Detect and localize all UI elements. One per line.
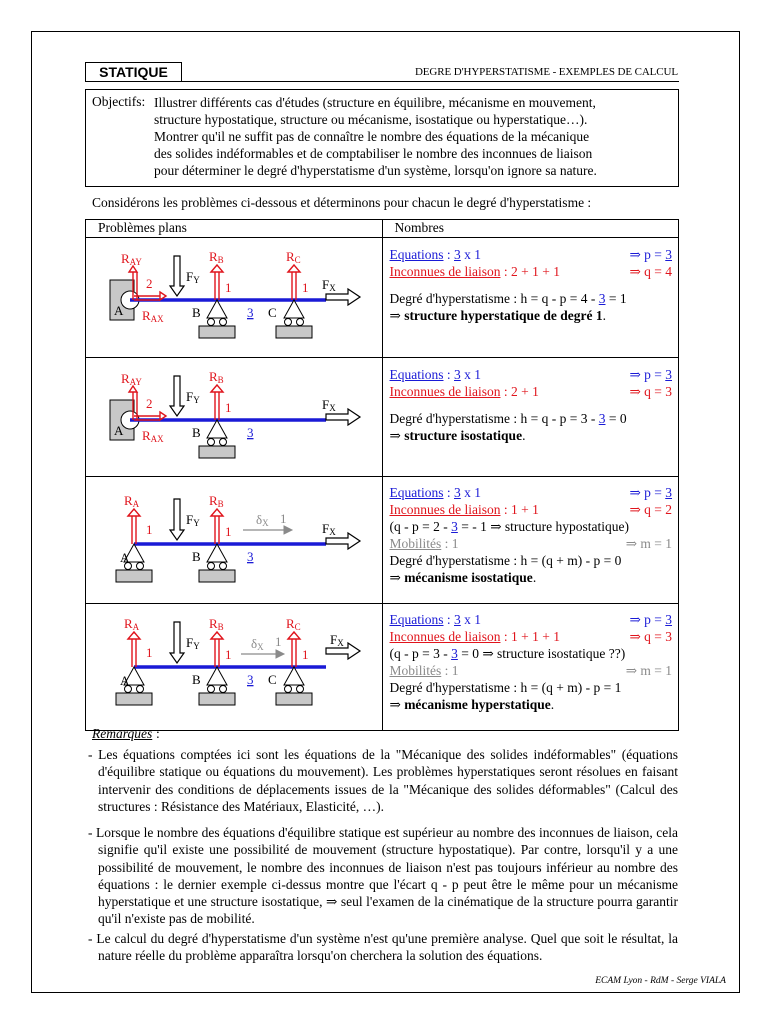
diagram-3 bbox=[86, 477, 384, 599]
degree-line: Degré d'hyperstatisme : h = q - p = 3 - 3 = 0 bbox=[389, 411, 627, 426]
svg-text:A: A bbox=[114, 423, 124, 438]
diagram-4 bbox=[86, 604, 384, 726]
table-row bbox=[86, 604, 679, 731]
numbers-cell-4 bbox=[382, 604, 679, 731]
numbers-cell-2 bbox=[382, 358, 679, 477]
objective-line: des solides indéformables et de comptabiliser le nombre des inconnues de liaison bbox=[154, 146, 593, 161]
objective-line: Montrer qu'il ne suffit pas de connaître le nombre des équations de la mécanique bbox=[154, 129, 590, 144]
col-header-problems: Problèmes plans bbox=[86, 220, 383, 238]
diagram-cell-4 bbox=[86, 604, 383, 731]
svg-text:FX: FX bbox=[322, 521, 336, 537]
document-subtitle: DEGRE D'HYPERSTATISME - EXEMPLES DE CALCUL bbox=[414, 66, 678, 78]
svg-text:1: 1 bbox=[275, 634, 282, 649]
svg-text:1: 1 bbox=[225, 400, 232, 415]
svg-text:FY: FY bbox=[186, 635, 200, 651]
svg-text:FX: FX bbox=[322, 277, 336, 293]
inconnues-line: Inconnues de liaison : 1 + 1 ⇒ q = 2 bbox=[389, 502, 672, 517]
svg-text:RAX: RAX bbox=[142, 428, 164, 444]
svg-text:A: A bbox=[120, 550, 130, 565]
equations-line: Equations : 3 x 1 ⇒ p = 3 bbox=[389, 367, 672, 382]
remarks-heading-suffix: : bbox=[156, 726, 160, 741]
svg-text:B: B bbox=[192, 549, 201, 564]
svg-text:FX: FX bbox=[322, 397, 336, 413]
problems-table bbox=[85, 219, 679, 731]
remark-item-2: - Lorsque le nombre des équations d'équilibre statique est supérieur au nombre des inconnues de liaison, cela signifie qu'il existe une possibilité de mouvement (structure hypostatique). Par contre, lorsqu'il y a une possibilité de mouvement, le nombre des inconnues de liaison n'est pas toujours inférieur au nombre des équations : le dernier exemple ci-dessus montre que l'écart q - p peut être le même pour un mécanisme hyperstatique et une structure isostatique, ⇒ seul l'examen de la cinématique de la structure pourra garantir qu'il n'existe pas de mobilité. bbox=[88, 825, 678, 927]
conclusion-line: ⇒ mécanisme isostatique. bbox=[389, 570, 537, 585]
degree-line: Degré d'hyperstatisme : h = q - p = 4 - 3 = 1 bbox=[389, 291, 627, 306]
roller-support-icon bbox=[199, 300, 235, 338]
svg-text:FY: FY bbox=[186, 269, 200, 285]
col-header-numbers: Nombres bbox=[382, 220, 679, 238]
roller-support-icon bbox=[276, 667, 312, 705]
conclusion-line: ⇒ structure isostatique. bbox=[389, 428, 526, 443]
svg-text:1: 1 bbox=[146, 522, 153, 537]
svg-text:3: 3 bbox=[247, 425, 254, 440]
svg-text:3: 3 bbox=[247, 305, 254, 320]
svg-text:A: A bbox=[114, 303, 124, 318]
diagram-1 bbox=[86, 238, 384, 353]
svg-text:FX: FX bbox=[330, 632, 344, 648]
svg-text:C: C bbox=[268, 305, 277, 320]
degree-line: Degré d'hyperstatisme : h = (q + m) - p = 1 bbox=[389, 680, 622, 695]
table-row bbox=[86, 238, 679, 358]
equations-line: Equations : 3 x 1 ⇒ p = 3 bbox=[389, 247, 672, 262]
mobilites-line: Mobilités : 1 ⇒ m = 1 bbox=[389, 536, 672, 551]
inconnues-line: Inconnues de liaison : 2 + 1 ⇒ q = 3 bbox=[389, 384, 672, 399]
degree-line: Degré d'hyperstatisme : h = (q + m) - p = 0 bbox=[389, 553, 622, 568]
equations-line: Equations : 3 x 1 ⇒ p = 3 bbox=[389, 485, 672, 500]
svg-text:RAX: RAX bbox=[142, 308, 164, 324]
roller-support-icon bbox=[199, 420, 235, 458]
numbers-cell-1 bbox=[382, 238, 679, 358]
document-title: STATIQUE bbox=[85, 62, 182, 82]
svg-text:RB: RB bbox=[209, 493, 224, 509]
svg-text:RAY: RAY bbox=[121, 251, 142, 267]
inconnues-line: Inconnues de liaison : 1 + 1 + 1 ⇒ q = 3 bbox=[389, 629, 672, 644]
svg-text:δX: δX bbox=[256, 512, 269, 528]
table-row bbox=[86, 477, 679, 604]
roller-support-icon bbox=[199, 667, 235, 705]
diagram-cell-3 bbox=[86, 477, 383, 604]
svg-text:1: 1 bbox=[302, 280, 309, 295]
svg-text:1: 1 bbox=[302, 647, 309, 662]
svg-text:RC: RC bbox=[286, 616, 301, 632]
svg-text:2: 2 bbox=[146, 396, 153, 411]
check-line: (q - p = 2 - 3 = - 1 ⇒ structure hypostatique) bbox=[389, 519, 629, 534]
roller-support-icon bbox=[199, 544, 235, 582]
svg-text:RA: RA bbox=[124, 493, 140, 509]
reaction-arrow-icon bbox=[129, 265, 300, 300]
remarks-heading: Remarques bbox=[92, 726, 153, 741]
remark-item-3: - Le calcul du degré d'hyperstatisme d'un système n'est qu'une première analyse. Quel que soit le résultat, la nature réelle du problème apparaîtra lorsqu'on cherchera la solution des équations. bbox=[88, 931, 678, 964]
inconnues-line: Inconnues de liaison : 2 + 1 + 1 ⇒ q = 4 bbox=[389, 264, 672, 279]
conclusion-line: ⇒ structure hyperstatique de degré 1. bbox=[389, 308, 607, 323]
objective-line: pour déterminer le degré d'hyperstatisme d'un système, lorsqu'on ignore sa nature. bbox=[154, 163, 597, 178]
svg-text:B: B bbox=[192, 425, 201, 440]
svg-text:RB: RB bbox=[209, 369, 224, 385]
svg-text:RB: RB bbox=[209, 616, 224, 632]
equations-line: Equations : 3 x 1 ⇒ p = 3 bbox=[389, 612, 672, 627]
svg-text:B: B bbox=[192, 305, 201, 320]
table-row bbox=[86, 358, 679, 477]
table-header-row bbox=[86, 220, 679, 238]
svg-text:1: 1 bbox=[280, 511, 287, 526]
svg-text:1: 1 bbox=[225, 647, 232, 662]
svg-text:FY: FY bbox=[186, 512, 200, 528]
roller-support-icon bbox=[276, 300, 312, 338]
check-line: (q - p = 3 - 3 = 0 ⇒ structure isostatique ??) bbox=[389, 646, 626, 661]
conclusion-line: ⇒ mécanisme hyperstatique. bbox=[389, 697, 555, 712]
svg-text:δX: δX bbox=[251, 636, 264, 652]
svg-text:RB: RB bbox=[209, 249, 224, 265]
svg-text:1: 1 bbox=[146, 645, 153, 660]
diagram-cell-2 bbox=[86, 358, 383, 477]
svg-text:B: B bbox=[192, 672, 201, 687]
remark-item-1: - Les équations comptées ici sont les équations de la "Mécanique des solides indéformables" (équations d'équilibre statique ou équations du mouvement). Les problèmes hyperstatiques seront résolues en faisant intervenir des conditions de déplacements issues de la "Mécanique des solides déformables" (Calcul des structures : Résistance des Matériaux, Elasticité, …). bbox=[88, 747, 678, 814]
svg-text:2: 2 bbox=[146, 276, 153, 291]
objectives-label: Objectifs: bbox=[92, 94, 146, 109]
diagram-cell-1 bbox=[86, 238, 383, 358]
diagram-2 bbox=[86, 358, 384, 472]
objective-line: structure hypostatique, structure ou mécanisme, isostatique ou hyperstatique…). bbox=[154, 112, 588, 127]
svg-text:3: 3 bbox=[247, 549, 254, 564]
mobilites-line: Mobilités : 1 ⇒ m = 1 bbox=[389, 663, 672, 678]
svg-text:RA: RA bbox=[124, 616, 140, 632]
svg-text:RAY: RAY bbox=[121, 371, 142, 387]
intro-sentence: Considérons les problèmes ci-dessous et déterminons pour chacun le degré d'hyperstatisme : bbox=[92, 195, 592, 210]
svg-text:A: A bbox=[120, 673, 130, 688]
svg-text:1: 1 bbox=[225, 280, 232, 295]
svg-text:C: C bbox=[268, 672, 277, 687]
header-divider bbox=[182, 81, 679, 82]
footer-credit: ECAM Lyon - RdM - Serge VIALA bbox=[595, 976, 726, 986]
svg-text:3: 3 bbox=[247, 672, 254, 687]
svg-text:RC: RC bbox=[286, 249, 301, 265]
numbers-cell-3 bbox=[382, 477, 679, 604]
objective-line: Illustrer différents cas d'études (structure en équilibre, mécanisme en mouvement, bbox=[154, 95, 596, 110]
svg-text:FY: FY bbox=[186, 389, 200, 405]
svg-text:1: 1 bbox=[225, 524, 232, 539]
